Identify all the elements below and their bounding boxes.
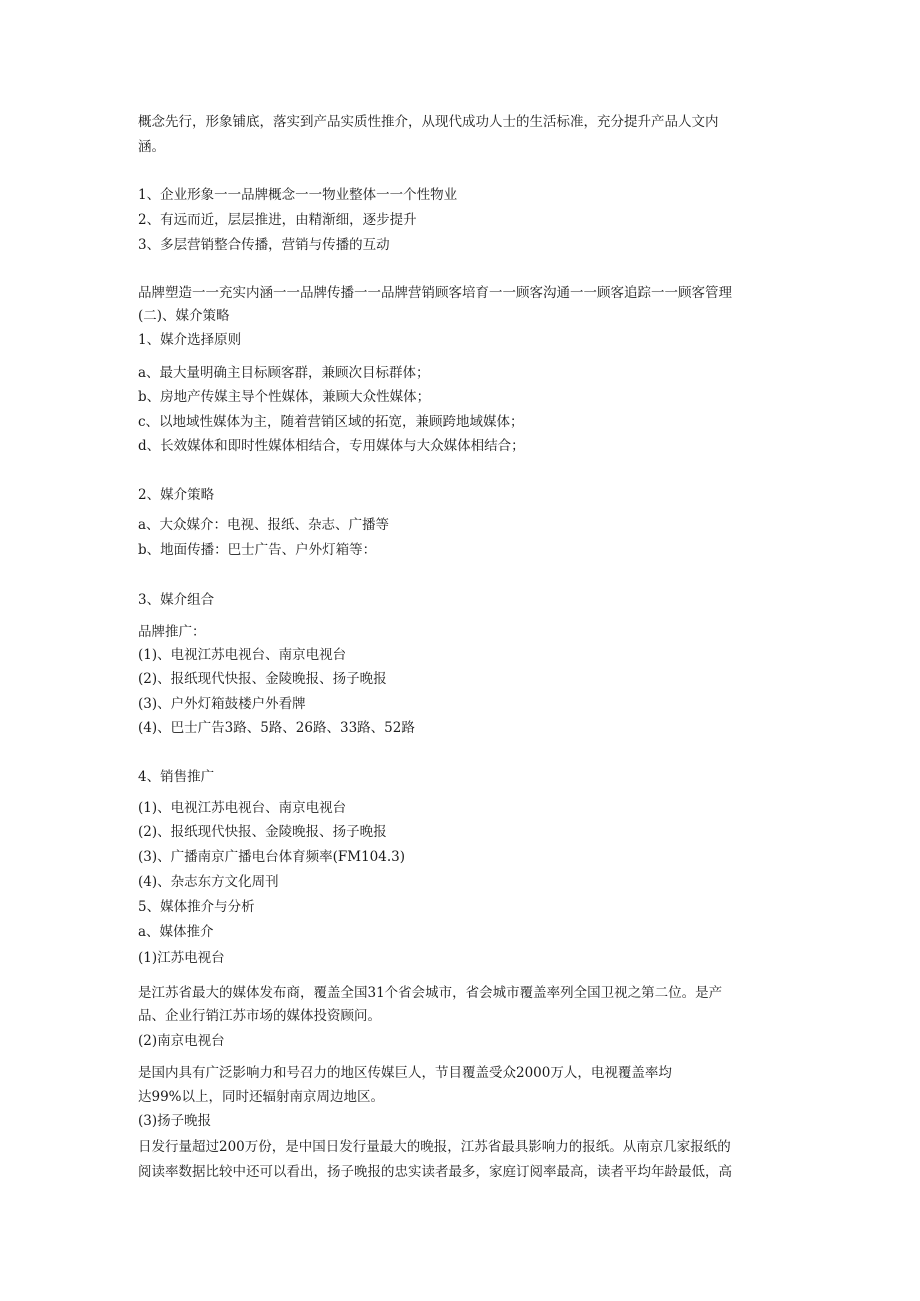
paragraph-line: 是江苏省最大的媒体发布商，覆盖全国31个省会城市，省会城市覆盖率列全国卫视之第二位。是产 [138, 985, 723, 1001]
principle-item: 2、有远而近，层层推进，由精渐细，逐步提升 [138, 212, 417, 228]
principle-item: 3、多层营销整合传播，营销与传播的互动 [138, 237, 390, 253]
paragraph-line: 品、企业行销江苏市场的媒体投资顾问。 [138, 1008, 381, 1024]
list-item: (3)、广播南京广播电台体育频率(FM104.3) [138, 849, 405, 865]
subsection-heading: 5、媒体推介与分析 [138, 899, 255, 915]
list-item: c、以地域性媒体为主，随着营销区域的拓宽，兼顾跨地域媒体； [138, 414, 524, 430]
list-item: b、房地产传媒主导个性媒体，兼顾大众性媒体； [138, 389, 431, 405]
subsection-heading: 3、媒介组合 [138, 592, 215, 608]
label: 品牌推广： [138, 624, 206, 640]
list-item: (4)、杂志东方文化周刊 [138, 874, 279, 890]
paragraph-line: 是国内具有广泛影响力和号召力的地区传媒巨人，节目覆盖受众2000万人，电视覆盖率均 [138, 1065, 672, 1081]
list-item: a、最大量明确主目标顾客群，兼顾次目标群体； [138, 365, 430, 381]
list-item: (3)、户外灯箱鼓楼户外看牌 [138, 696, 306, 712]
list-item: a、大众媒介：电视、报纸、杂志、广播等 [138, 517, 390, 533]
media-title: (1)江苏电视台 [138, 950, 225, 966]
list-item: d、长效媒体和即时性媒体相结合，专用媒体与大众媒体相结合； [138, 438, 525, 454]
list-item: b、地面传播：巴士广告、户外灯箱等： [138, 542, 377, 558]
media-title: (2)南京电视台 [138, 1033, 225, 1049]
brand-chain: 品牌塑造一一充实内涵一一品牌传播一一品牌营销顾客培育一一顾客沟通一一顾客追踪一一顾客管理 [138, 285, 732, 301]
paragraph-line: 日发行量超过200万份，是中国日发行量最大的晚报，江苏省最具影响力的报纸。从南京几家报纸的 [138, 1139, 731, 1155]
list-item: (1)、电视江苏电视台、南京电视台 [138, 647, 347, 663]
media-title: (3)扬子晚报 [138, 1113, 212, 1129]
subsection-heading: 2、媒介策略 [138, 487, 215, 503]
principle-item: 1、企业形象一一品牌概念一一物业整体一一个性物业 [138, 187, 458, 203]
subsection-heading: 4、销售推广 [138, 769, 215, 785]
section-heading: (二)、媒介策略 [138, 308, 230, 324]
paragraph-line: 达99%以上，同时还辐射南京周边地区。 [138, 1089, 385, 1105]
list-item: (2)、报纸现代快报、金陵晚报、扬子晚报 [138, 671, 387, 687]
list-item: (2)、报纸现代快报、金陵晚报、扬子晚报 [138, 824, 387, 840]
list-item: (1)、电视江苏电视台、南京电视台 [138, 800, 347, 816]
paragraph-line: 阅读率数据比较中还可以看出，扬子晚报的忠实读者最多，家庭订阅率最高，读者平均年龄最低，高 [138, 1164, 732, 1180]
intro-line: 概念先行，形象铺底，落实到产品实质性推介，从现代成功人士的生活标准，充分提升产品人文内 [138, 114, 719, 130]
list-item: (4)、巴士广告3路、5路、26路、33路、52路 [138, 720, 415, 736]
subsection-heading: a、媒体推介 [138, 924, 214, 940]
subsection-heading: 1、媒介选择原则 [138, 332, 242, 348]
intro-line: 涵。 [138, 139, 165, 155]
